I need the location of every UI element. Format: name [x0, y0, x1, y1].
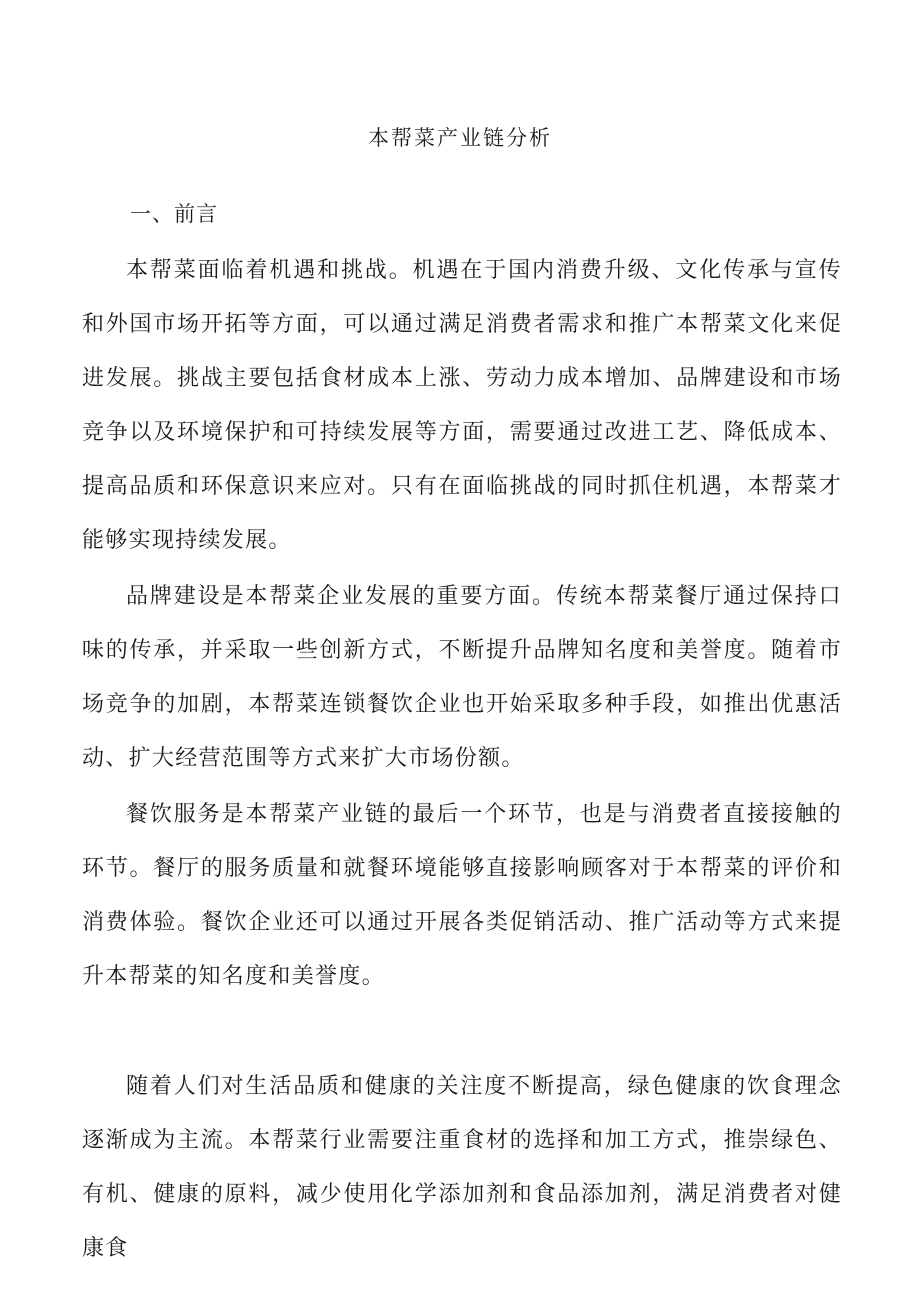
document-title: 本帮菜产业链分析 — [368, 126, 552, 150]
paragraph: 品牌建设是本帮菜企业发展的重要方面。传统本帮菜餐厅通过保持口味的传承，并采取一些创新方式，不断提升品牌知名度和美誉度。随着市场竞争的加剧，本帮菜连锁餐饮企业也开始采取多种手段，如推出优惠活动、扩大经营范围等方式来扩大市场份额。 — [82, 584, 842, 771]
section-heading: 一、前言 — [130, 202, 218, 226]
paragraph: 随着人们对生活品质和健康的关注度不断提高，绿色健康的饮食理念逐渐成为主流。本帮菜行业需要注重食材的选择和加工方式，推崇绿色、有机、健康的原料，减少使用化学添加剂和食品添加剂，满足消费者对健康食 — [82, 1074, 842, 1261]
paragraph: 本帮菜面临着机遇和挑战。机遇在于国内消费升级、文化传承与宣传和外国市场开拓等方面，可以通过满足消费者需求和推广本帮菜文化来促进发展。挑战主要包括食材成本上涨、劳动力成本增加、品牌建设和市场竞争以及环境保护和可持续发展等方面，需要通过改进工艺、降低成本、提高品质和环保意识来应对。只有在面临挑战的同时抓住机遇，本帮菜才能够实现持续发展。 — [82, 258, 842, 553]
paragraph: 餐饮服务是本帮菜产业链的最后一个环节，也是与消费者直接接触的环节。餐厅的服务质量和就餐环境能够直接影响顾客对于本帮菜的评价和消费体验。餐饮企业还可以通过开展各类促销活动、推广活动等方式来提升本帮菜的知名度和美誉度。 — [82, 802, 842, 989]
